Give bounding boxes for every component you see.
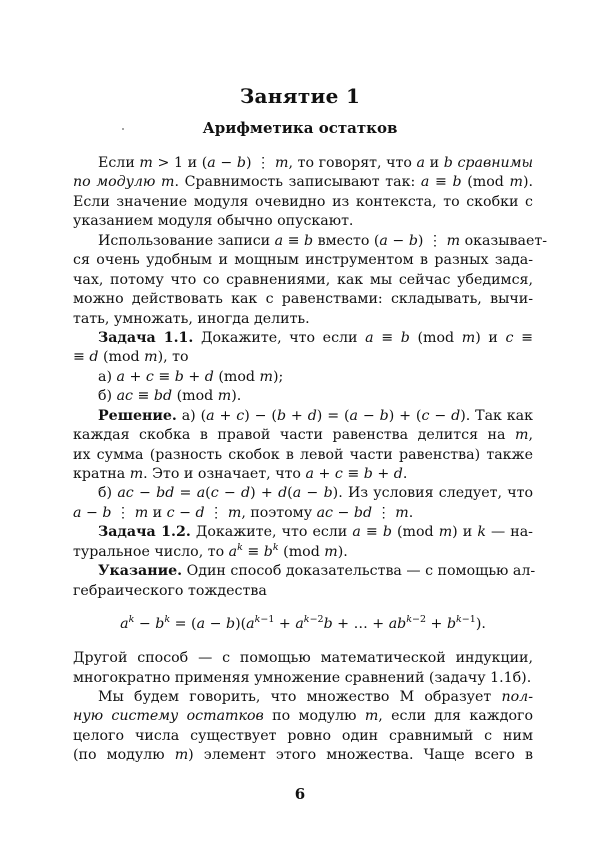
problem-label: Задача 1.2. (98, 524, 191, 541)
text-line: ся очень удобным и мощным инструментом в разных зада- (73, 252, 533, 269)
text-line: ную систему остатков по модулю m, если для каждого (73, 708, 533, 725)
hint-line (73, 562, 536, 581)
identity-formula: $a^k - b^k = (a - b)(a^{k-1} + a^{k-2}b$ + … + $ab^{k-2} + b^{k-1}$). (120, 614, 486, 633)
text-line: многократно применяя умножение сравнений (задачу 1.1б). (73, 669, 532, 686)
text-line: кратна m. Это и означает, что a + c ≡ b + d. (73, 466, 408, 482)
hint-label: Указание. (98, 563, 183, 580)
problem-item-a: а) a + c ≡ b + d (mod m); (98, 368, 284, 385)
text-line: указанием модуля обычно опускают. (73, 213, 354, 230)
text-line: гебраического тождества (73, 582, 267, 599)
text-line: целого числа существует ровно один сравнимый с ним (73, 727, 533, 744)
text-line: Мы будем говорить, что множество M образует пол- (98, 688, 533, 705)
text-line: a − b ⋮ m и c − d ⋮ m, поэтому ac − bd ⋮ m. (73, 504, 414, 521)
text-line: Использование записи a ≡ b вместо (a − b) ⋮ m оказывает- (98, 232, 548, 249)
chapter-title: Занятие 1 (239, 84, 361, 108)
text-line: по модулю m. Сравнимость записывают так: a ≡ b (mod m). (73, 174, 534, 191)
problem-1-1-statement: Задача 1.1. Докажите, что если a ≡ b (mod m) и c ≡ (98, 329, 533, 346)
problem-1-2-statement: Задача 1.2. Докажите, что если a ≡ b (mod m) и k — на- (98, 524, 533, 541)
text-line: б) ac − bd = a(c − d) + d(a − b). Из условия следует, что (98, 485, 533, 502)
text-line: тать, умножать, иногда делить. (73, 310, 310, 327)
hint-text: Один способ доказательства — с помощью ал- (186, 563, 536, 580)
text-line: Если m > 1 и (a − b) ⋮ m, то говорят, что a и b сравнимы (98, 155, 534, 171)
problem-label: Задача 1.1. (98, 329, 194, 346)
page-body (73, 154, 548, 766)
text-line: Если значение модуля очевидно из контекста, то скобки с (73, 193, 533, 210)
text-line: туральное число, то $a^k \equiv b^k$ (mod m). (73, 541, 348, 560)
problem-item-b: б) ac ≡ bd (mod m). (98, 388, 242, 405)
text-line: можно действовать как с равенствами: складывать, вычи- (73, 291, 533, 308)
text-line: (по модулю m) элемент этого множества. Чаще всего в (73, 747, 534, 764)
text-line: ≡ d (mod m), то (73, 349, 189, 366)
chapter-subtitle: Арифметика остатков (202, 119, 398, 137)
solution-line: Решение. а) (a + c) − (b + d) = (a − b) + (c − d). Так как (98, 407, 533, 424)
page-number: 6 (294, 785, 306, 803)
solution-label: Решение. (98, 407, 177, 424)
text-line: Другой способ — с помощью математической индукции, (73, 650, 533, 667)
text-line: их сумма (разность скобок в левой части равенства) также (73, 446, 533, 463)
text-line: чах, потому что со сравнениями, как мы сейчас убедимся, (73, 271, 533, 288)
text-line: каждая скобка в правой части равенства делится на m, (73, 427, 533, 444)
